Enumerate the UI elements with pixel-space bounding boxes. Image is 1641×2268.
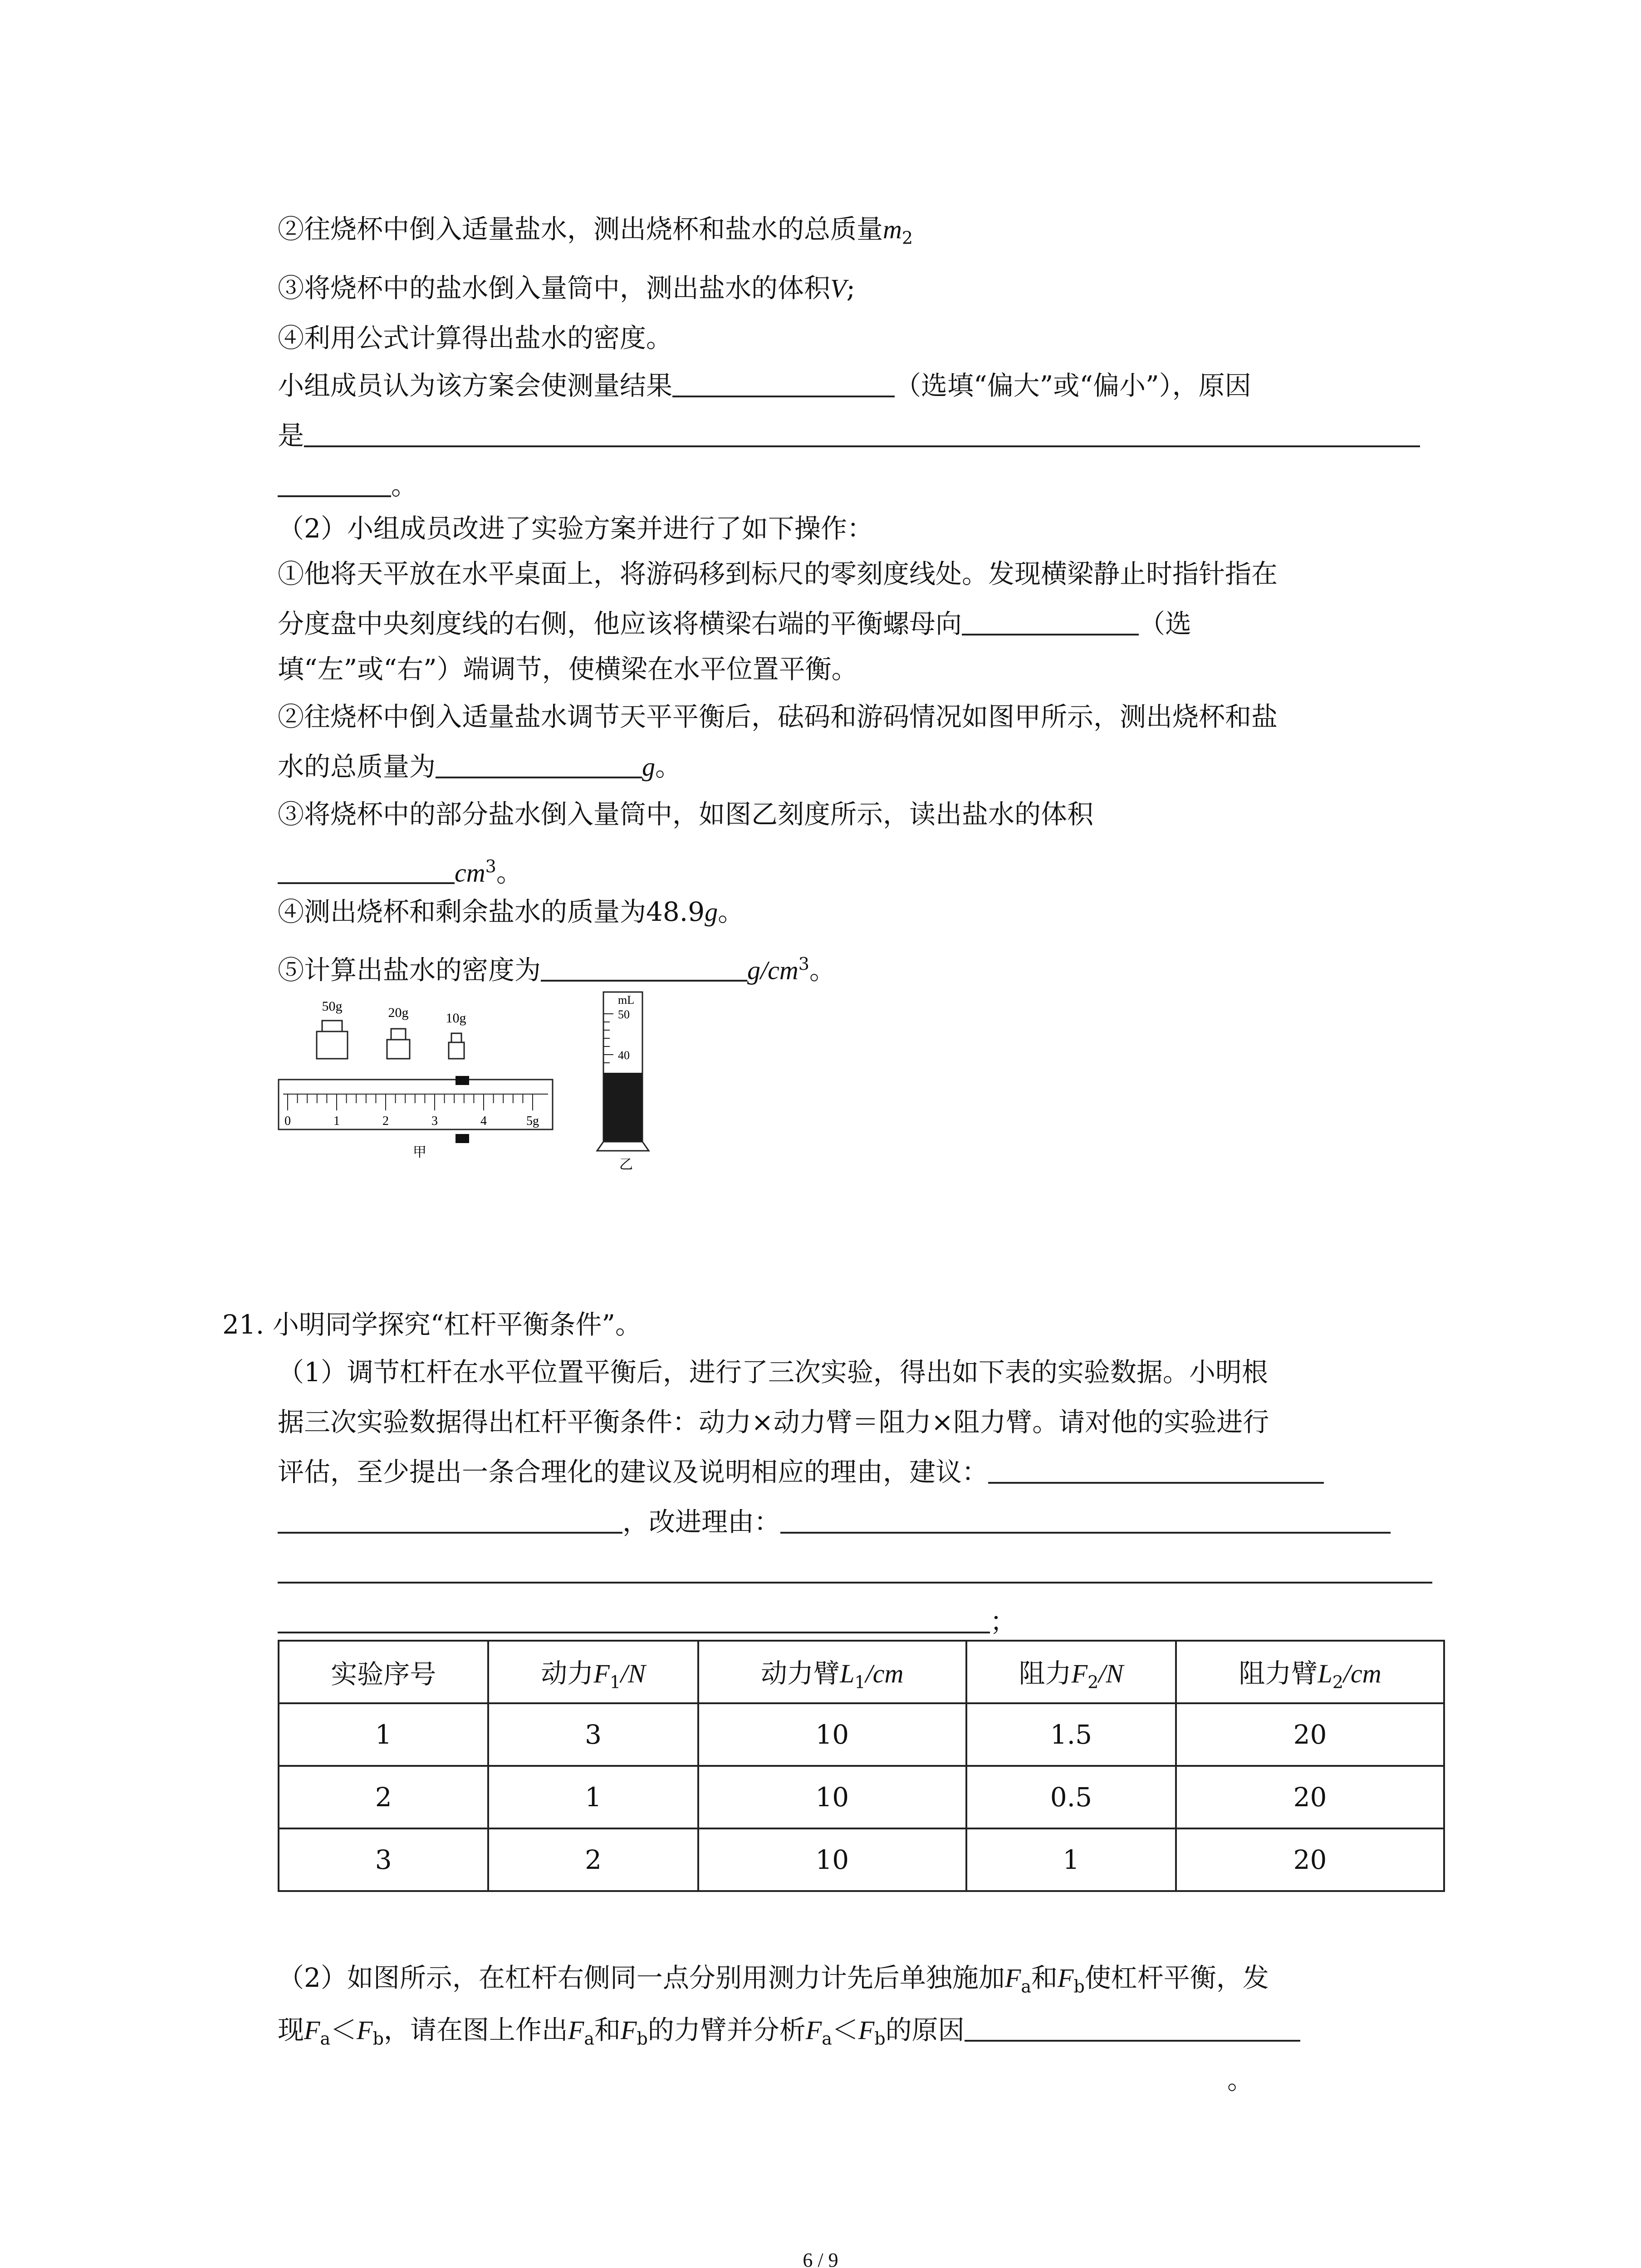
liquid-fill bbox=[604, 1073, 642, 1141]
table-cell: 1 bbox=[279, 1703, 488, 1766]
q21-p1-line2: 据三次实验数据得出杠杆平衡条件：动力×动力臂＝阻力×阻力臂。请对他的实验进行 bbox=[278, 1407, 1269, 1437]
op4-line: ④测出烧杯和剩余盐水的质量为48.9g。 bbox=[278, 896, 745, 927]
figure-yi bbox=[585, 987, 662, 1177]
answer-blank[interactable] bbox=[541, 954, 747, 982]
table-header-cell: 动力臂$L_1/cm$ bbox=[698, 1641, 966, 1703]
cylinder-base bbox=[597, 1142, 649, 1151]
figure-caption-yi: 乙 bbox=[619, 1157, 633, 1172]
conclusion-line: 小组成员认为该方案会使测量结果 （选填“偏大”或“偏小”），原因 bbox=[278, 370, 1251, 401]
rider-marker bbox=[456, 1134, 469, 1143]
rider-marker bbox=[456, 1076, 469, 1085]
table-cell: 10 bbox=[698, 1766, 966, 1828]
op1-line1: ①他将天平放在水平桌面上，将游码移到标尺的零刻度线处。发现横梁静止时指针指在 bbox=[278, 558, 1278, 589]
figure-caption-jia: 甲 bbox=[413, 1145, 426, 1160]
table-row bbox=[279, 1828, 1444, 1891]
q21-p1-line5 bbox=[278, 1556, 1432, 1588]
page-number: 6 / 9 bbox=[803, 2249, 838, 2268]
table-cell: 2 bbox=[488, 1828, 698, 1891]
table-row bbox=[279, 1766, 1444, 1828]
table-cell: 20 bbox=[1176, 1766, 1444, 1828]
table-cell: 3 bbox=[488, 1703, 698, 1766]
data-table bbox=[278, 1640, 1445, 1892]
cylinder-mark: 50 bbox=[618, 1008, 630, 1021]
table-cell: 0.5 bbox=[966, 1766, 1176, 1828]
answer-blank[interactable] bbox=[965, 2014, 1300, 2042]
table-cell: 3 bbox=[279, 1828, 488, 1891]
answer-blank[interactable] bbox=[278, 1506, 622, 1534]
scale-label: 0 bbox=[284, 1114, 291, 1128]
scale-label: 1 bbox=[333, 1114, 340, 1128]
weight-20g-icon bbox=[387, 1029, 410, 1059]
table-cell: 20 bbox=[1176, 1828, 1444, 1891]
scale-label: 2 bbox=[382, 1114, 389, 1128]
step-3: ③将烧杯中的盐水倒入量筒中，测出盐水的体积V; bbox=[278, 273, 855, 303]
table-header-row bbox=[279, 1641, 1444, 1703]
reason-line-end: 。 bbox=[278, 469, 417, 501]
table-cell: 2 bbox=[279, 1766, 488, 1828]
scale-label: 4 bbox=[480, 1114, 487, 1128]
q21-p1-line1: （1）调节杠杆在水平位置平衡后，进行了三次实验，得出如下表的实验数据。小明根 bbox=[278, 1357, 1268, 1388]
step-2: ②往烧杯中倒入适量盐水，测出烧杯和盐水的总质量$m_2$ bbox=[278, 214, 913, 248]
op1-line2: 分度盘中央刻度线的右侧，他应该将横梁右端的平衡螺母向 （选 bbox=[278, 608, 1192, 639]
weight-10g-icon bbox=[449, 1033, 464, 1059]
cylinder-unit: mL bbox=[618, 993, 635, 1007]
q21-p1-line3: 评估，至少提出一条合理化的建议及说明相应的理由，建议： bbox=[278, 1456, 1324, 1488]
figure-jia bbox=[272, 989, 572, 1170]
table-header-cell: 动力$F_1/N$ bbox=[488, 1641, 698, 1703]
answer-blank[interactable] bbox=[278, 857, 455, 884]
answer-blank[interactable] bbox=[278, 1606, 990, 1633]
weight-label: 50g bbox=[322, 999, 343, 1014]
op5-line: ⑤计算出盐水的密度为 $g/cm^3$。 bbox=[278, 954, 836, 986]
table-cell: 1.5 bbox=[966, 1703, 1176, 1766]
table-cell: 10 bbox=[698, 1828, 966, 1891]
op3-line2: $cm^3$。 bbox=[278, 850, 523, 889]
step-4: ④利用公式计算得出盐水的密度。 bbox=[278, 323, 673, 353]
weight-label: 10g bbox=[446, 1011, 466, 1026]
table-header-cell: 实验序号 bbox=[279, 1641, 488, 1703]
q21-p2-line2: 现$F_a<F_b$，请在图上作出$F_a$和$F_b$的力臂并分析$F_a<F_b$的原因 bbox=[278, 2014, 1300, 2055]
reason-line: 是 bbox=[278, 420, 1420, 451]
table-header-cell: 阻力臂$L_2/cm$ bbox=[1176, 1641, 1444, 1703]
table-cell: 1 bbox=[966, 1828, 1176, 1891]
op2-line1: ②往烧杯中倒入适量盐水调节天平平衡后，砝码和游码情况如图甲所示，测出烧杯和盐 bbox=[278, 701, 1278, 732]
rider-scale bbox=[279, 1080, 553, 1129]
q21-p2-end: 。 bbox=[1227, 2064, 1254, 2095]
table-header-cell: 阻力$F_2/N$ bbox=[966, 1641, 1176, 1703]
op1-line3: 填“左”或“右”）端调节，使横梁在水平位置平衡。 bbox=[278, 654, 858, 684]
table-cell: 1 bbox=[488, 1766, 698, 1828]
answer-blank[interactable] bbox=[988, 1457, 1324, 1484]
answer-blank[interactable] bbox=[672, 370, 895, 397]
op2-line2: 水的总质量为 g。 bbox=[278, 751, 682, 782]
answer-blank[interactable] bbox=[780, 1506, 1391, 1534]
table-row bbox=[279, 1703, 1444, 1766]
scale-label: 3 bbox=[431, 1114, 438, 1128]
table-cell: 20 bbox=[1176, 1703, 1444, 1766]
weight-50g-icon bbox=[317, 1021, 348, 1059]
q21-p1-line6: ； bbox=[278, 1606, 1016, 1637]
cylinder-mark: 40 bbox=[618, 1049, 630, 1062]
question-21-title: 21. 小明同学探究“杠杆平衡条件”。 bbox=[222, 1309, 642, 1340]
answer-blank[interactable] bbox=[278, 470, 391, 497]
answer-blank[interactable] bbox=[278, 1556, 1432, 1584]
answer-blank[interactable] bbox=[436, 751, 642, 778]
q21-p2-line1: （2）如图所示，在杠杆右侧同一点分别用测力计先后单独施加$F_a$和$F_b$使杠杆平衡，发 bbox=[278, 1962, 1269, 1997]
op3-line1: ③将烧杯中的部分盐水倒入量筒中，如图乙刻度所示，读出盐水的体积 bbox=[278, 799, 1094, 830]
scale-label: 5g bbox=[526, 1114, 539, 1128]
answer-blank[interactable] bbox=[962, 608, 1139, 635]
part2-title: （2）小组成员改进了实验方案并进行了如下操作： bbox=[278, 513, 873, 544]
weight-label: 20g bbox=[388, 1005, 409, 1020]
answer-blank[interactable] bbox=[304, 420, 1420, 447]
table-cell: 10 bbox=[698, 1703, 966, 1766]
q21-p1-line4: ，改进理由： bbox=[278, 1506, 1391, 1538]
